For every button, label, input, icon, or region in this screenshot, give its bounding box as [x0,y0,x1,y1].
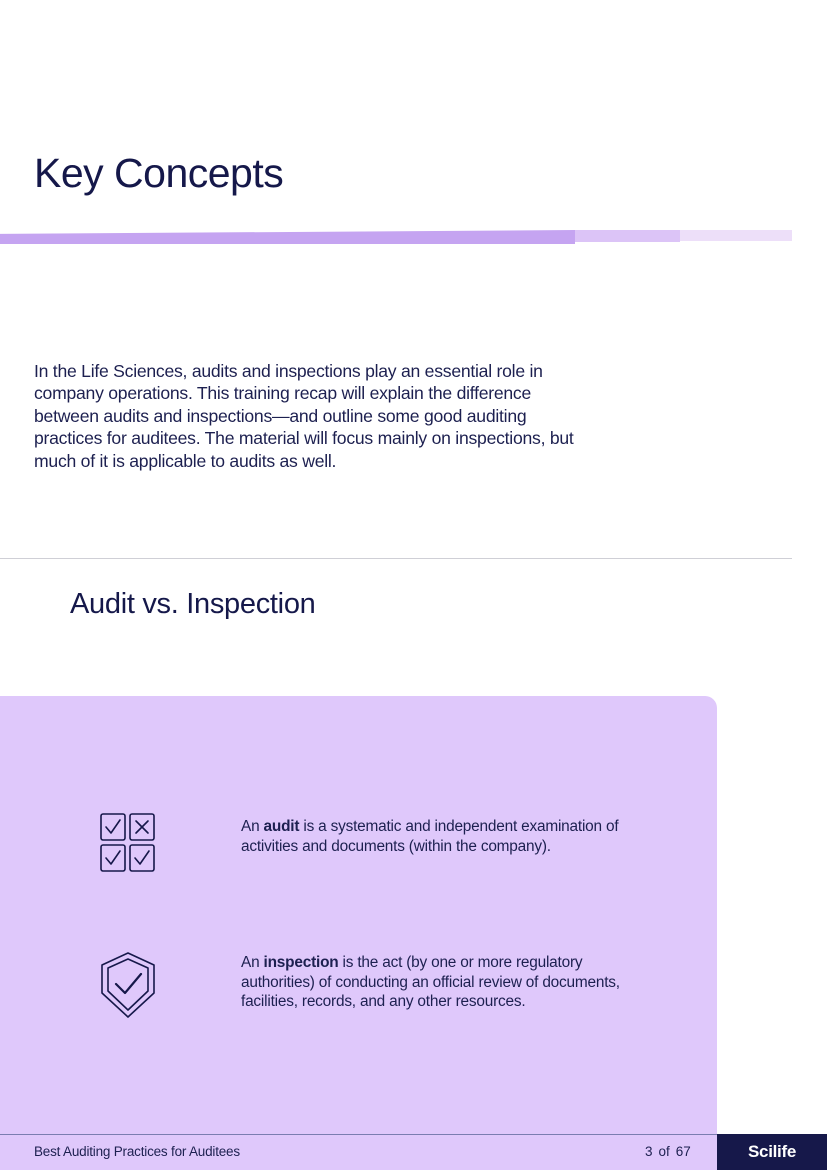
page-total: 67 [675,1144,691,1159]
accent-bar [0,230,792,244]
page-of: of [658,1144,670,1159]
audit-definition: An audit is a systematic and independent examination of activities and documents (within the company). [241,818,619,855]
page-title: Key Concepts [34,150,284,196]
checklist-icon [99,812,157,874]
page-number [645,1144,697,1159]
inspection-term: inspection [263,954,339,971]
definitions-card [0,696,717,1146]
brand-logo: Scilife [717,1134,827,1170]
accent-bar-segment-1 [0,230,575,244]
accent-bar-segment-3 [680,230,792,241]
inspection-definition: An inspection is the act (by one or more regulatory authorities) of conducting an official review of documents, facilities, records, and any other resources. [241,954,620,1011]
shield-check-icon [99,951,157,1019]
page-current: 3 [645,1144,653,1159]
intro-paragraph: In the Life Sciences, audits and inspections play an essential role in company operations. This training recap will explain the difference between audits and inspections—and outline some good auditing practices for auditees. The material will focus mainly on inspections, but much of it is applicable to audits as well. [34,361,574,471]
section-title: Audit vs. Inspection [70,588,316,620]
audit-term: audit [263,818,300,835]
accent-bar-segment-2 [575,230,680,242]
section-divider [0,558,792,559]
footer [0,1134,827,1170]
footer-document-title: Best Auditing Practices for Auditees [34,1144,240,1159]
